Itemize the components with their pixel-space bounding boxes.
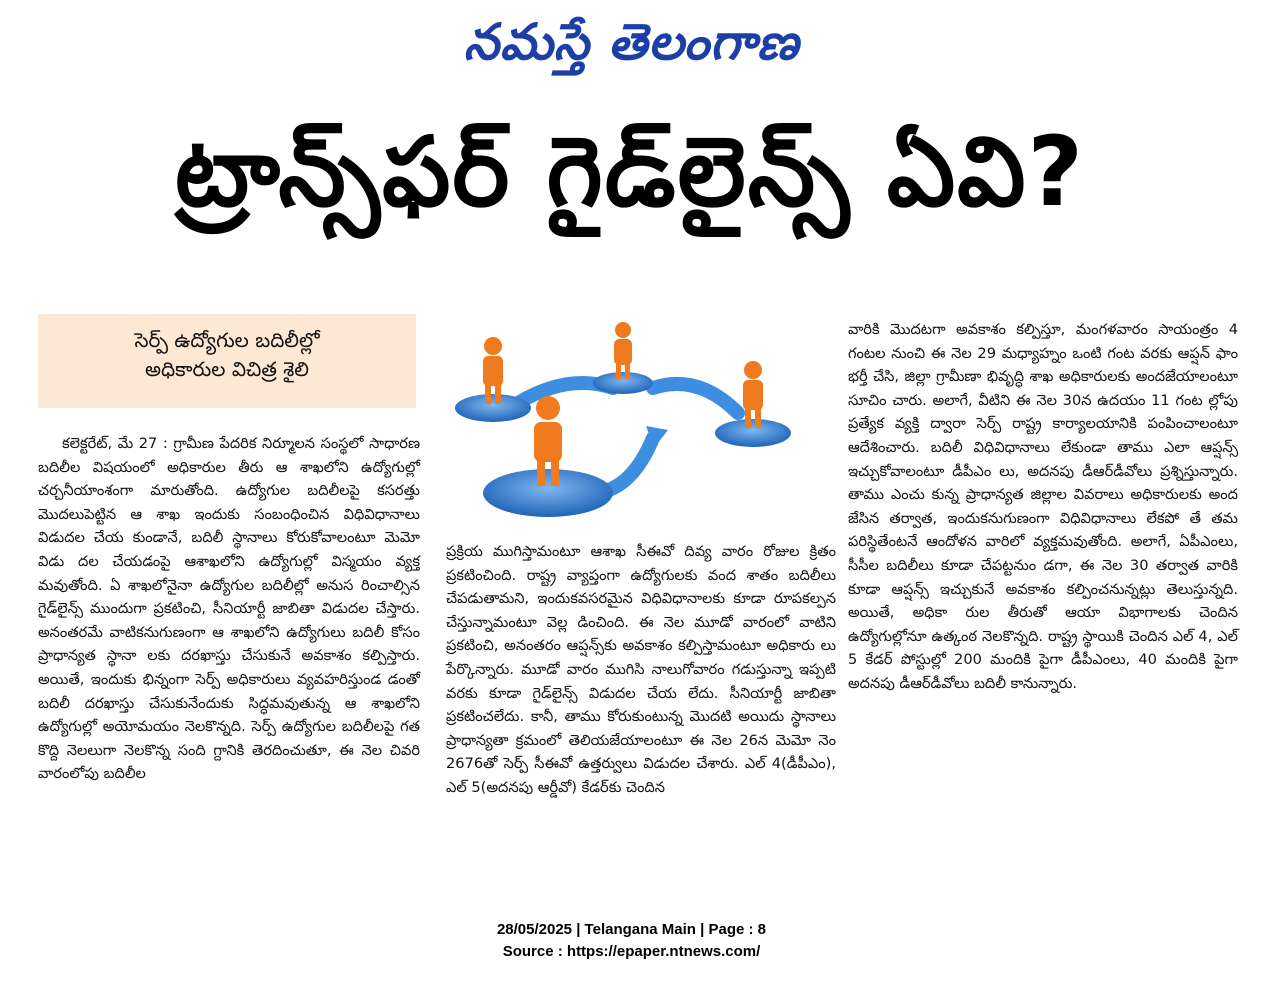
people-network-illustration	[448, 318, 838, 538]
article-column-2	[446, 540, 836, 800]
headline: ట్రాన్స్‌ఫర్ గైడ్‌లైన్స్ ఏవి?	[174, 116, 1086, 228]
page-footer	[0, 919, 1263, 963]
subheading-box	[38, 314, 416, 408]
column-3-text: వారికి మొదటగా అవకాశం కల్పిస్తూ, మంగళవారం సాయంత్రం 4 గంటల నుంచి ఈ నెల 29 మధ్యాహ్నం ఒంటి గంట వరకు ఆప్షన్ ఫాం భర్తీ చేసి, జిల్లా గ్రామీణా భివృద్ధి శాఖ అధికారులకు అందజేయాలంటూ సూచిం చారు. అలాగే, వీటిని ఈ నెల 30న ఉదయం 11 గంట ల్లోపు ప్రత్యేక వ్యక్తి ద్వారా సెర్ప్ రాష్ట్ర కార్యాలయానికి పంపించాలంటూ ఆదేశించారు. బదిలీ విధివిధానాలు లేకుండా తాము ఎలా ఆప్షన్స్ ఇచ్చుకోవాలంటూ డీపీఎం లు, అదనపు డీఆర్‌డీవోలు ప్రశ్నిస్తున్నారు. తాము ఎంచు కున్న ప్రాధాన్యత జిల్లాల వివరాలు అధికారులకు అంద జేసిన తర్వాత, ఇందుకనుగుణంగా విధివిధానాలు లేకపో తే తమ పరిస్థితేంటనే ఆందోళన వారిలో వ్యక్తమవుతోంది. అలాగే, ఏపీఎంలు, సీసీల బదిలీలు కూడా చేపట్టనుం డగా, ఈ నెల 30 తర్వాత వారికి కూడా ఆప్షన్స్ ఇచ్చుకునే అవకాశం కల్పించనున్నట్లు తెలుస్తున్నది. అయితే, అధికా రుల తీరుతో ఆయా విభాగాలకు చెందిన ఉద్యోగుల్లోనూ ఉత్కంఠ నెలకొన్నది. రాష్ట్ర స్థాయికి చెందిన ఎల్ 4, ఎల్ 5 కేడర్ పోస్టుల్లో 200 మందికి పైగా డీపీఎంలు, 40 మందికి పైగా అదనపు డీఆర్‌డీవోలు బదిలీ కానున్నారు.	[848, 321, 1238, 692]
subheading-line-1: సెర్ప్ ఉద్యోగుల బదిలీల్లో	[134, 328, 320, 352]
column-1-text: కలెక్టరేట్, మే 27 : గ్రామీణ పేదరిక నిర్మూలన సంస్థలో సాధారణ బదిలీల విషయంలో అధికారుల తీరు ఆ శాఖలోని ఉద్యోగుల్లో చర్చనీయాంశంగా మారుతోంది. ఉద్యోగుల బదిలీలపై కసరత్తు మొదలుపెట్టిన ఆ శాఖ ఇందుకు సంబంధించిన విధివిధానాలు విడుదల చేయ కుండానే, బదిలీ స్థానాలు కోరుకోవాలంటూ మెమో విడు దల చేయడంపై ఆశాఖలోని ఉద్యోగుల్లో విస్మయం వ్యక్త మవుతోంది. ఏ శాఖలోనైనా ఉద్యోగుల బదిలీల్లో అనుస రించాల్సిన గైడ్‌లైన్స్ ముందుగా ప్రకటించి, సీనియార్టీ జాబితా విడుదల చేస్తారు. అనంతరమే వాటికనుగుణంగా ఆ శాఖలోని ఉద్యోగులు బదిలీ కోసం ప్రాధాన్యత స్థానా లకు దరఖాస్తు చేసుకునే అవకాశం కల్పిస్తారు. అయితే, ఇందుకు భిన్నంగా సెర్ప్ అధికారులు వ్యవహరిస్తుండ డంతో బదిలీ దరఖాస్తు చేసుకునేందుకు సిద్ధమవుతున్న ఆ శాఖలోని ఉద్యోగుల్లో అయోమయం నెలకొన్నది. సెర్ప్ ఉద్యోగుల బదిలీలపై గత కొద్ది నెలలుగా నెలకొన్న సంది గ్దానికి తెరదించుతూ, ఈ నెల చివరి వారంలోపు బదిలీల	[38, 435, 420, 783]
subheading-line-2: అధికారుల విచిత్ర శైలి	[145, 357, 309, 381]
masthead: నమస్తే తెలంగాణ	[463, 12, 800, 71]
footer-date-page: 28/05/2025 | Telangana Main | Page : 8	[496, 921, 767, 938]
article-column-3	[848, 318, 1238, 696]
footer-source-link[interactable]: Source : https://epaper.ntnews.com/	[502, 943, 761, 960]
article-column-1	[38, 432, 420, 786]
column-2-text: ప్రక్రియ ముగిస్తామంటూ ఆశాఖ సీఈవో దివ్య వారం రోజుల క్రితం ప్రకటించింది. రాష్ట్ర వ్యాప్తంగా ఉద్యోగులకు వంద శాతం బదిలీలు చేపడుతామని, ఇందుకవసరమైన విధివిధానాలకు కూడా రూపకల్పన చేస్తున్నామంటూ వెల్ల డించింది. ఈ నెల మూడో వారంలో వాటిని ప్రకటించి, అనంతరం ఆప్షన్స్‌కు అవకాశం కల్పిస్తామంటూ అధికారు లు పేర్కొన్నారు. మూడో వారం ముగిసి నాలుగోవారం గడుస్తున్నా ఇప్పటి వరకు కూడా గైడ్‌లైన్స్ విడుదల చేయ లేదు. సీనియార్టీ జాబితా ప్రకటించలేదు. కానీ, తాము కోరుకుంటున్న మొదటి అయిదు స్థానాలు ప్రాధాన్యతా క్రమంలో తెలియజేయాలంటూ ఈ నెల 26న మెమో నెం 2676తో సెర్ప్ సీఈవో ఉత్తర్వులు విడుదల చేశారు. ఎల్ 4(డీపీఎం), ఎల్ 5(అదనపు ఆర్డీవో) కేడర్‌కు చెందిన	[446, 543, 836, 796]
